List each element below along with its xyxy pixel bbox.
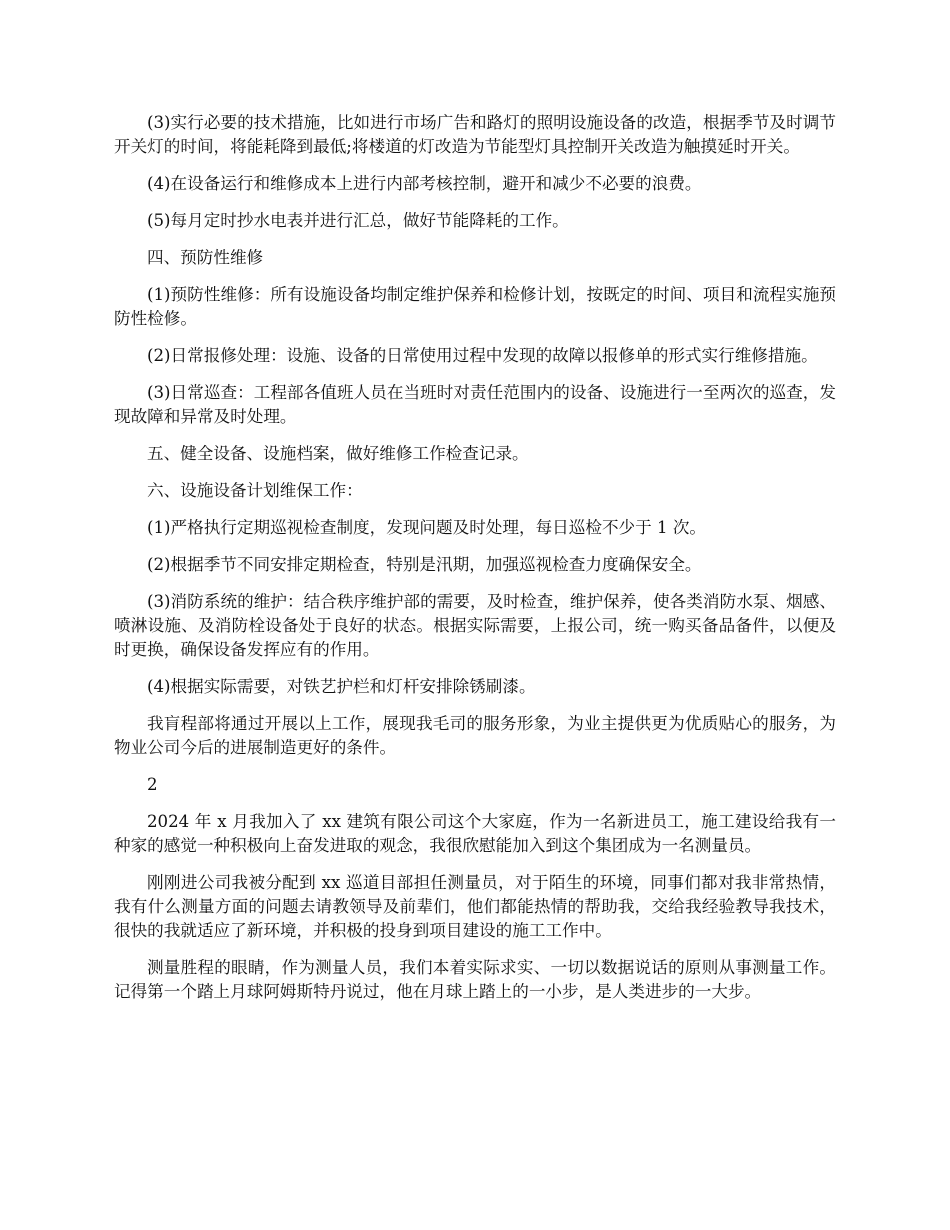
paragraph: (3)日常巡查：工程部各值班人员在当班时对责任范围内的设备、设施进行一至两次的巡查，发现故障和异常及时处理。	[114, 383, 836, 426]
section-heading: 五、健全设备、设施档案，做好维修工作检查记录。	[147, 444, 529, 463]
paragraph: 2024 年 x 月我加入了 xx 建筑有限公司这个大家庭，作为一名新进员工，施工建设给我有一种家的感觉一种积极向上奋发进取的观念，我很欣慰能加入到这个集团成为一名测量员。	[114, 812, 836, 855]
paragraph: (2)日常报修处理：设施、设备的日常使用过程中发现的故障以报修单的形式实行维修措施。	[147, 346, 818, 365]
section-number: 2	[147, 775, 158, 794]
paragraph: (3)消防系统的维护：结合秩序维护部的需要，及时检查，维护保养，使各类消防水泵、烟感、喷淋设施、及消防栓设备处于良好的状态。根据实际需要，上报公司，统一购买备品备件，以便及时更换，确保设备发挥应有的作用。	[114, 592, 836, 659]
paragraph: (3)实行必要的技术措施，比如进行市场广告和路灯的照明设施设备的改造，根据季节及时调节开关灯的时间，将能耗降到最低;将楼道的灯改造为节能型灯具控制开关改造为触摸延时开关。	[114, 113, 836, 156]
document-body	[114, 111, 836, 1017]
section-heading: 四、预防性维修	[147, 248, 264, 267]
paragraph: (1)严格执行定期巡视检查制度，发现问题及时处理，每日巡检不少于 1 次。	[147, 518, 707, 537]
paragraph: (4)在设备运行和维修成本上进行内部考核控制，避开和减少不必要的浪费。	[147, 174, 702, 193]
paragraph: (4)根据实际需要，对铁艺护栏和灯杆安排除锈刷漆。	[147, 677, 536, 696]
paragraph: 我肓程部将通过开展以上工作，展现我毛司的服务形象，为业主提供更为优质贴心的服务，为物业公司今后的进展制造更好的条件。	[114, 714, 836, 757]
paragraph: (1)预防性维修：所有设施设备均制定维护保养和检修计划，按既定的时间、项目和流程实施预防性检修。	[114, 285, 836, 328]
paragraph: 刚刚进公司我被分配到 xx 巡道目部担任测量员，对于陌生的环境，同事们都对我非常热情，我有什么测量方面的问题去请教领导及前辈们，他们都能热情的帮助我，交给我经验教导我技术，很快的我就适应了新环境，并积极的投身到项目建设的施工工作中。	[114, 873, 836, 940]
section-heading: 六、设施设备计划维保工作：	[147, 481, 363, 500]
paragraph: 测量胜程的眼睛，作为测量人员，我们本着实际求实、一切以数据说话的原则从事测量工作。记得第一个踏上月球阿姆斯特丹说过，他在月球上踏上的一小步，是人类进步的一大步。	[114, 958, 836, 1001]
paragraph: (5)每月定时抄水电表并进行汇总，做好节能降耗的工作。	[147, 211, 569, 230]
paragraph: (2)根据季节不同安排定期检查，特别是汛期，加强巡视检查力度确保安全。	[147, 555, 702, 574]
